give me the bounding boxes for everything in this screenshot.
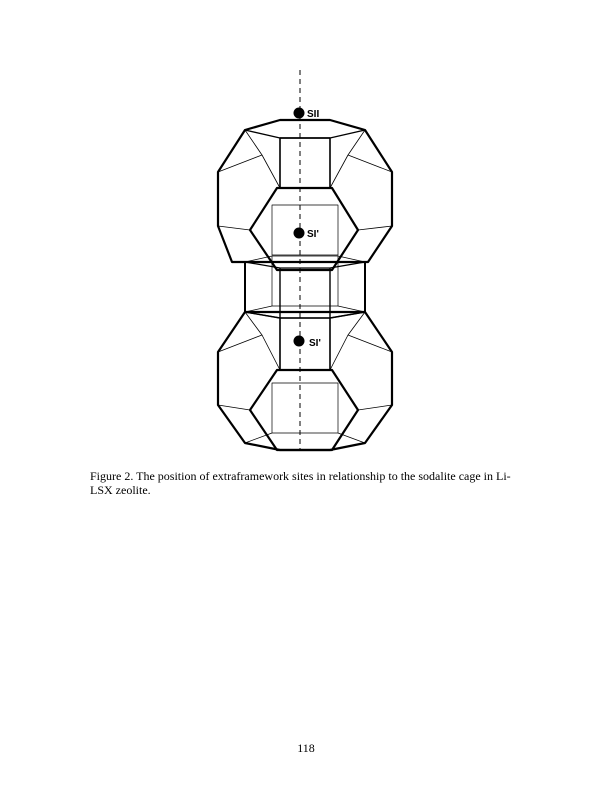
page-number: 118 <box>297 741 315 755</box>
site-si-prime-upper-label: SI' <box>307 229 319 240</box>
site-si-prime-upper <box>294 228 319 241</box>
site-sii-label: SII <box>307 109 320 120</box>
site-sii-marker <box>294 108 305 119</box>
hexagonal-prism <box>245 256 365 318</box>
figure-caption: Figure 2. The position of extraframework sites in relationship to the sodalite cage in Li-LSX zeolite. <box>90 469 511 497</box>
site-si-prime-upper-marker <box>294 228 305 239</box>
upper-sodalite-cage <box>218 120 392 270</box>
lower-sodalite-cage <box>218 312 392 450</box>
site-si-prime-lower <box>294 336 321 350</box>
site-si-prime-lower-marker <box>294 336 305 347</box>
site-si-prime-lower-label: SI' <box>309 338 321 349</box>
site-sii <box>294 108 320 121</box>
